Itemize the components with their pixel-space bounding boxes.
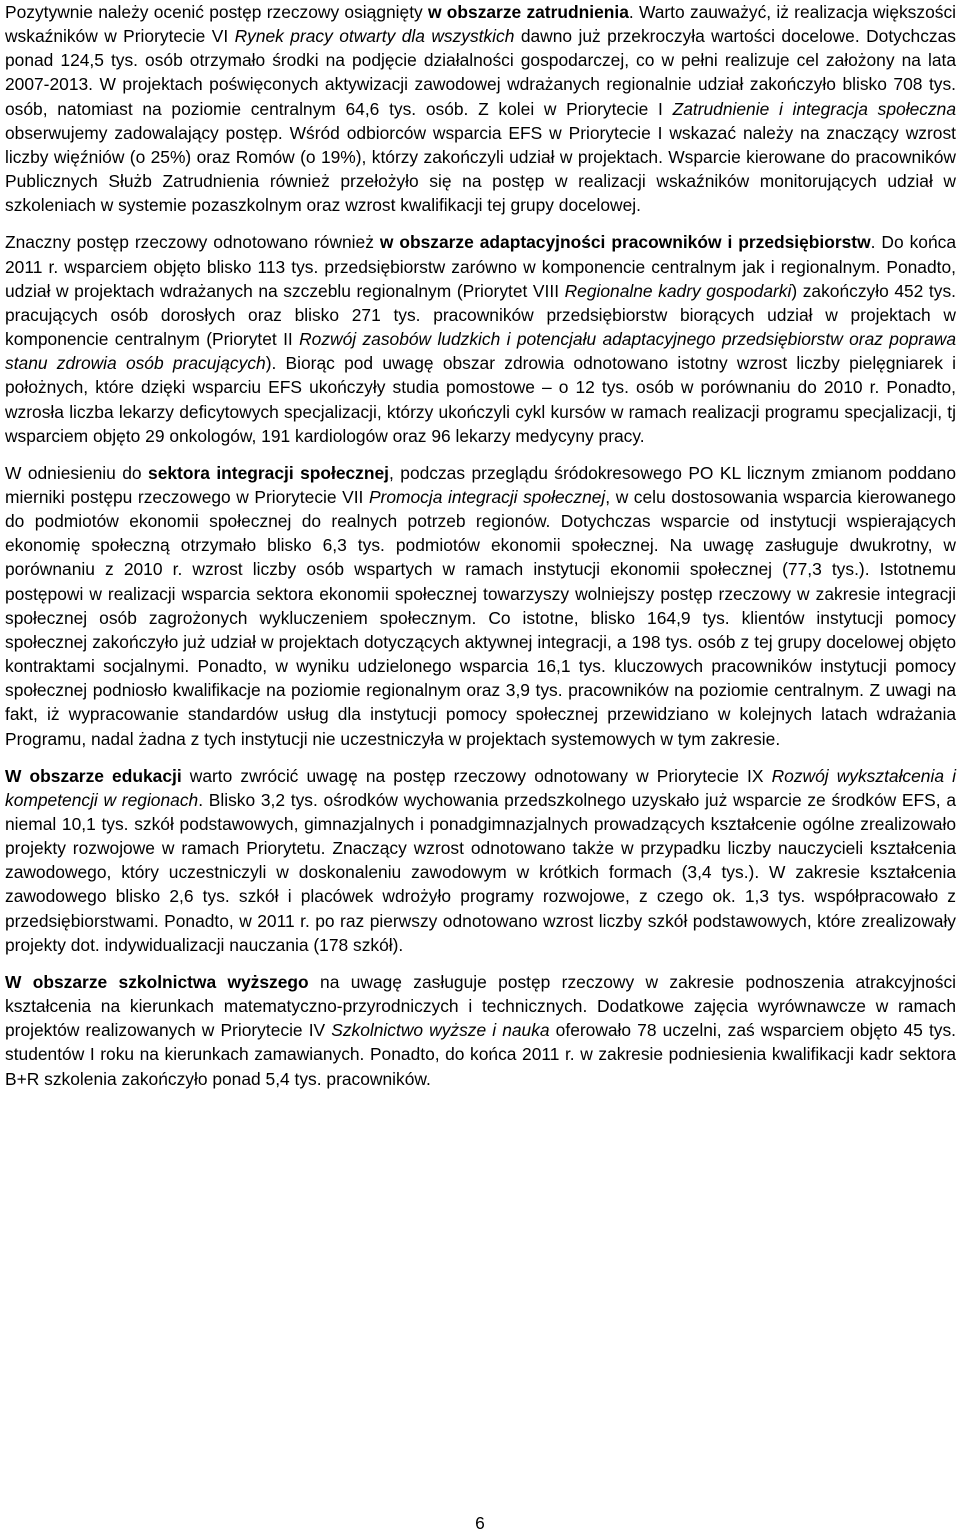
paragraph-higher-education [5, 970, 956, 1091]
body-text: warto zwrócić uwagę na postęp rzeczowy odnotowany w Priorytecie IX [181, 765, 772, 786]
paragraph-gap [5, 217, 956, 230]
body-text: obserwujemy zadowalający postęp. Wśród odbiorców wsparcia EFS w Priorytecie I wskazać należy na znaczący wzrost liczby więźniów (o 25%) oraz Romów (o 19%), którzy zakończyli udział w projektach. Wsparcie kierowane do pracowników Publicznych Służb Zatrudnienia również przełożyło się na postęp w realizacji wskaźników monitorujących udział w szkoleniach w systemie pozaszkolnym oraz wzrost kwalifikacji tej grupy docelowej. [5, 122, 956, 216]
paragraph-gap [5, 448, 956, 461]
paragraph-gap [5, 957, 956, 970]
body-text: ) zakończyło 452 tys. pracujących osób dorosłych oraz blisko 271 tys. pracowników przedsiębiorstw biorących udział w projektach w komponencie centralnym (Priorytet II [5, 280, 956, 350]
italic-text: Rynek pracy otwarty dla wszystkich [234, 26, 515, 47]
body-text: dawno już przekroczyła wartości docelowe. Dotychczas ponad 124,5 tys. osób otrzymało środki na podjęcie działalności gospodarczej, co w pełni realizuje cel założony na lata 2007-2013. W projektach poświęconych aktywizacji zawodowej wdrażanych regionalnie udział zakończyło blisko 708 tys. osób, natomiast na poziomie centralnym 64,6 tys. osób. Z kolei w Priorytecie I [5, 26, 956, 119]
body-text: . Blisko 3,2 tys. ośrodków wychowania przedszkolnego uzyskało już wsparcie ze środków EFS, a niemal 10,1 tys. szkół podstawowych, gimnazjalnych i ponadgimnazjalnych prowadzących kształcenie ogólne zrealizowało projekty rozwojowe w ramach Priorytetu. Znaczący wzrost odnotowano także w przypadku liczby nauczycieli kształcenia zawodowego, który uczestniczyli w doskonaleniu zawodowym w krótkich formach (3,4 tys.). W zakresie kształcenia zawodowego blisko 2,6 tys. szkół i placówek wdrożyło programy rozwojowe, z czego ok. 1,3 tys. współpracowało z przedsiębiorstwami. Ponadto, w 2011 r. po raz pierwszy odnotowano wzrost liczby szkół podstawowych, które zrealizowały projekty dot. indywidualizacji nauczania (178 szkół). [5, 789, 956, 955]
bold-text: W obszarze szkolnictwa wyższego [5, 971, 309, 992]
paragraph-education [5, 764, 956, 957]
page-number: 6 [475, 1513, 485, 1533]
bold-text: sektora integracji społecznej [148, 462, 390, 483]
paragraph-employment [5, 0, 956, 217]
body-text: Pozytywnie należy ocenić postęp rzeczowy osiągnięty [5, 2, 428, 22]
body-text: . Warto zauważyć, iż realizacja większości wskaźników w Priorytecie VI [5, 2, 956, 47]
italic-text: Szkolnictwo wyższe i nauka [331, 1020, 550, 1041]
body-text: ). Biorąc pod uwagę obszar zdrowia odnotowano istotny wzrost liczby pielęgniarek i położnych, które dzięki wsparciu EFS ukończyły studia pomostowe – o 12 tys. osób w porównaniu do 2010 r. Ponadto, wzrosła liczba lekarzy deficytowych specjalizacji, którzy ukończyli cykl kursów w ramach realizacji programu specjalizacji, tj wsparciem objęto 29 onkologów, 191 kardiologów oraz 96 lekarzy medycyny pracy. [5, 353, 956, 446]
body-text: W odniesieniu do [5, 462, 149, 483]
italic-text: Rozwój wykształcenia i kompetencji w regionach [5, 765, 956, 810]
body-text: oferowało 78 uczelni, zaś wsparciem objęto 45 tys. studentów I roku na kierunkach zamawianych. Ponadto, do końca 2011 r. w zakresie podniesienia kwalifikacji kadr sektora B+R szkolenia zakończyło ponad 5,4 tys. pracowników. [5, 1020, 956, 1089]
italic-text: Zatrudnienie i integracja społeczna [672, 98, 956, 119]
body-text: Znaczny postęp rzeczowy odnotowano również [5, 232, 380, 253]
document-page [5, 0, 956, 1091]
bold-text: w obszarze zatrudnienia [428, 2, 629, 22]
body-text: , podczas przeglądu śródokresowego PO KL licznym zmianom poddano mierniki postępu rzeczowego w Priorytecie VII [5, 462, 957, 507]
italic-text: Regionalne kadry gospodarki [564, 280, 792, 301]
bold-text: W obszarze edukacji [5, 765, 182, 786]
paragraph-social-integration [5, 461, 956, 751]
italic-text: Promocja integracji społecznej [368, 486, 606, 507]
bold-text: w obszarze adaptacyjności pracowników i przedsiębiorstw [379, 232, 871, 253]
italic-text: Rozwój zasobów ludzkich i potencjału adaptacyjnego przedsiębiorstw oraz poprawa stanu zdrowia osób pracujących [5, 329, 956, 374]
paragraph-adaptability [5, 230, 956, 447]
paragraph-gap [5, 751, 956, 764]
body-text: na uwagę zasługuje postęp rzeczowy w zakresie podnoszenia atrakcyjności kształcenia na kierunkach matematyczno-przyrodniczych i technicznych. Dodatkowe zajęcia wyrównawcze w ramach projektów realizowanych w Priorytecie IV [5, 971, 957, 1041]
body-text: . Do końca 2011 r. wsparciem objęto blisko 113 tys. przedsiębiorstw zarówno w komponencie centralnym jak i regionalnym. Ponadto, udział w projektach wdrażanych na szczeblu regionalnym (Priorytet VIII [5, 232, 956, 301]
body-text: , w celu dostosowania wsparcia kierowanego do podmiotów ekonomii społecznej do realnych potrzeb regionów. Dotychczas wsparcie od instytucji wspierających ekonomię społeczną otrzymało blisko 6,3 tys. podmiotów ekonomii społecznej. Na uwagę zasługuje dwukrotny, w porównaniu z 2010 r. wzrost liczby osób wspartych w ramach instytucji ekonomii społecznej (77,3 tys.). Istotnemu postępowi w realizacji wsparcia sektora ekonomii społecznej towarzyszy wolniejszy postęp rzeczowy w zakresie integracji społecznej osób zagrożonych wykluczeniem społecznym. Co istotne, blisko 164,9 tys. klientów instytucji pomocy społecznej zakończyło już udział w projektach dotyczących aktywnej integracji, a 198 tys. osób z tej grupy docelowej objęto kontraktami socjalnymi. Ponadto, w wyniku udzielonego wsparcia 16,1 tys. kluczowych pracowników instytucji pomocy społecznej podniosło kwalifikacje na poziomie regionalnym oraz 3,9 tys. pracowników na poziomie centralnym. Z uwagi na fakt, iż wypracowanie standardów usług dla instytucji pomocy społecznej przewidziano w kolejnych latach wdrażania Programu, nadal żadna z tych instytucji nie uczestniczyła w projektach systemowych w tym zakresie. [5, 486, 956, 749]
